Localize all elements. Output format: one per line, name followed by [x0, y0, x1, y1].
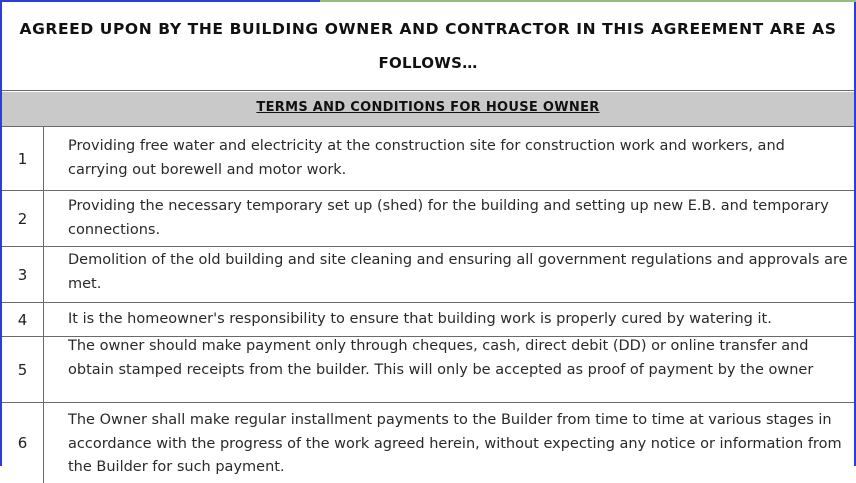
- term-text: Providing free water and electricity at the construction site for construction work and workers, and carrying out borewell and motor work.: [68, 138, 785, 178]
- term-number: 6: [2, 403, 44, 483]
- term-number: 1: [2, 127, 44, 190]
- term-number: 2: [2, 191, 44, 246]
- term-row: [2, 127, 854, 191]
- term-text: The owner should make payment only through cheques, cash, direct debit (DD) or online transfer and obtain stamped receipts from the builder. This will only be accepted as proof of payment by the owner: [68, 338, 814, 378]
- header-line-1: AGREED UPON BY THE BUILDING OWNER AND CONTRACTOR IN THIS AGREEMENT ARE AS: [19, 20, 837, 38]
- term-number: 3: [2, 247, 44, 302]
- term-text: The Owner shall make regular installment payments to the Builder from time to time at various stages in accordance with the progress of the work agreed herein, without expecting any notice or information from the Builder for such payment.: [68, 412, 842, 475]
- term-text: Demolition of the old building and site cleaning and ensuring all government regulations and approvals are met.: [68, 252, 848, 292]
- term-row: [2, 337, 854, 403]
- section-heading: [2, 92, 854, 127]
- term-number: 5: [2, 337, 44, 402]
- term-row: [2, 247, 854, 303]
- header-line-2: FOLLOWS…: [378, 54, 478, 72]
- term-text: Providing the necessary temporary set up (shed) for the building and setting up new E.B. and temporary connections.: [68, 198, 829, 238]
- agreement-header: [2, 2, 854, 91]
- term-row: [2, 403, 854, 483]
- term-number: 4: [2, 303, 44, 336]
- term-row: [2, 191, 854, 247]
- section-title: TERMS AND CONDITIONS FOR HOUSE OWNER: [256, 100, 600, 115]
- term-text: It is the homeowner's responsibility to ensure that building work is properly cured by watering it.: [68, 311, 772, 327]
- term-row: [2, 303, 854, 337]
